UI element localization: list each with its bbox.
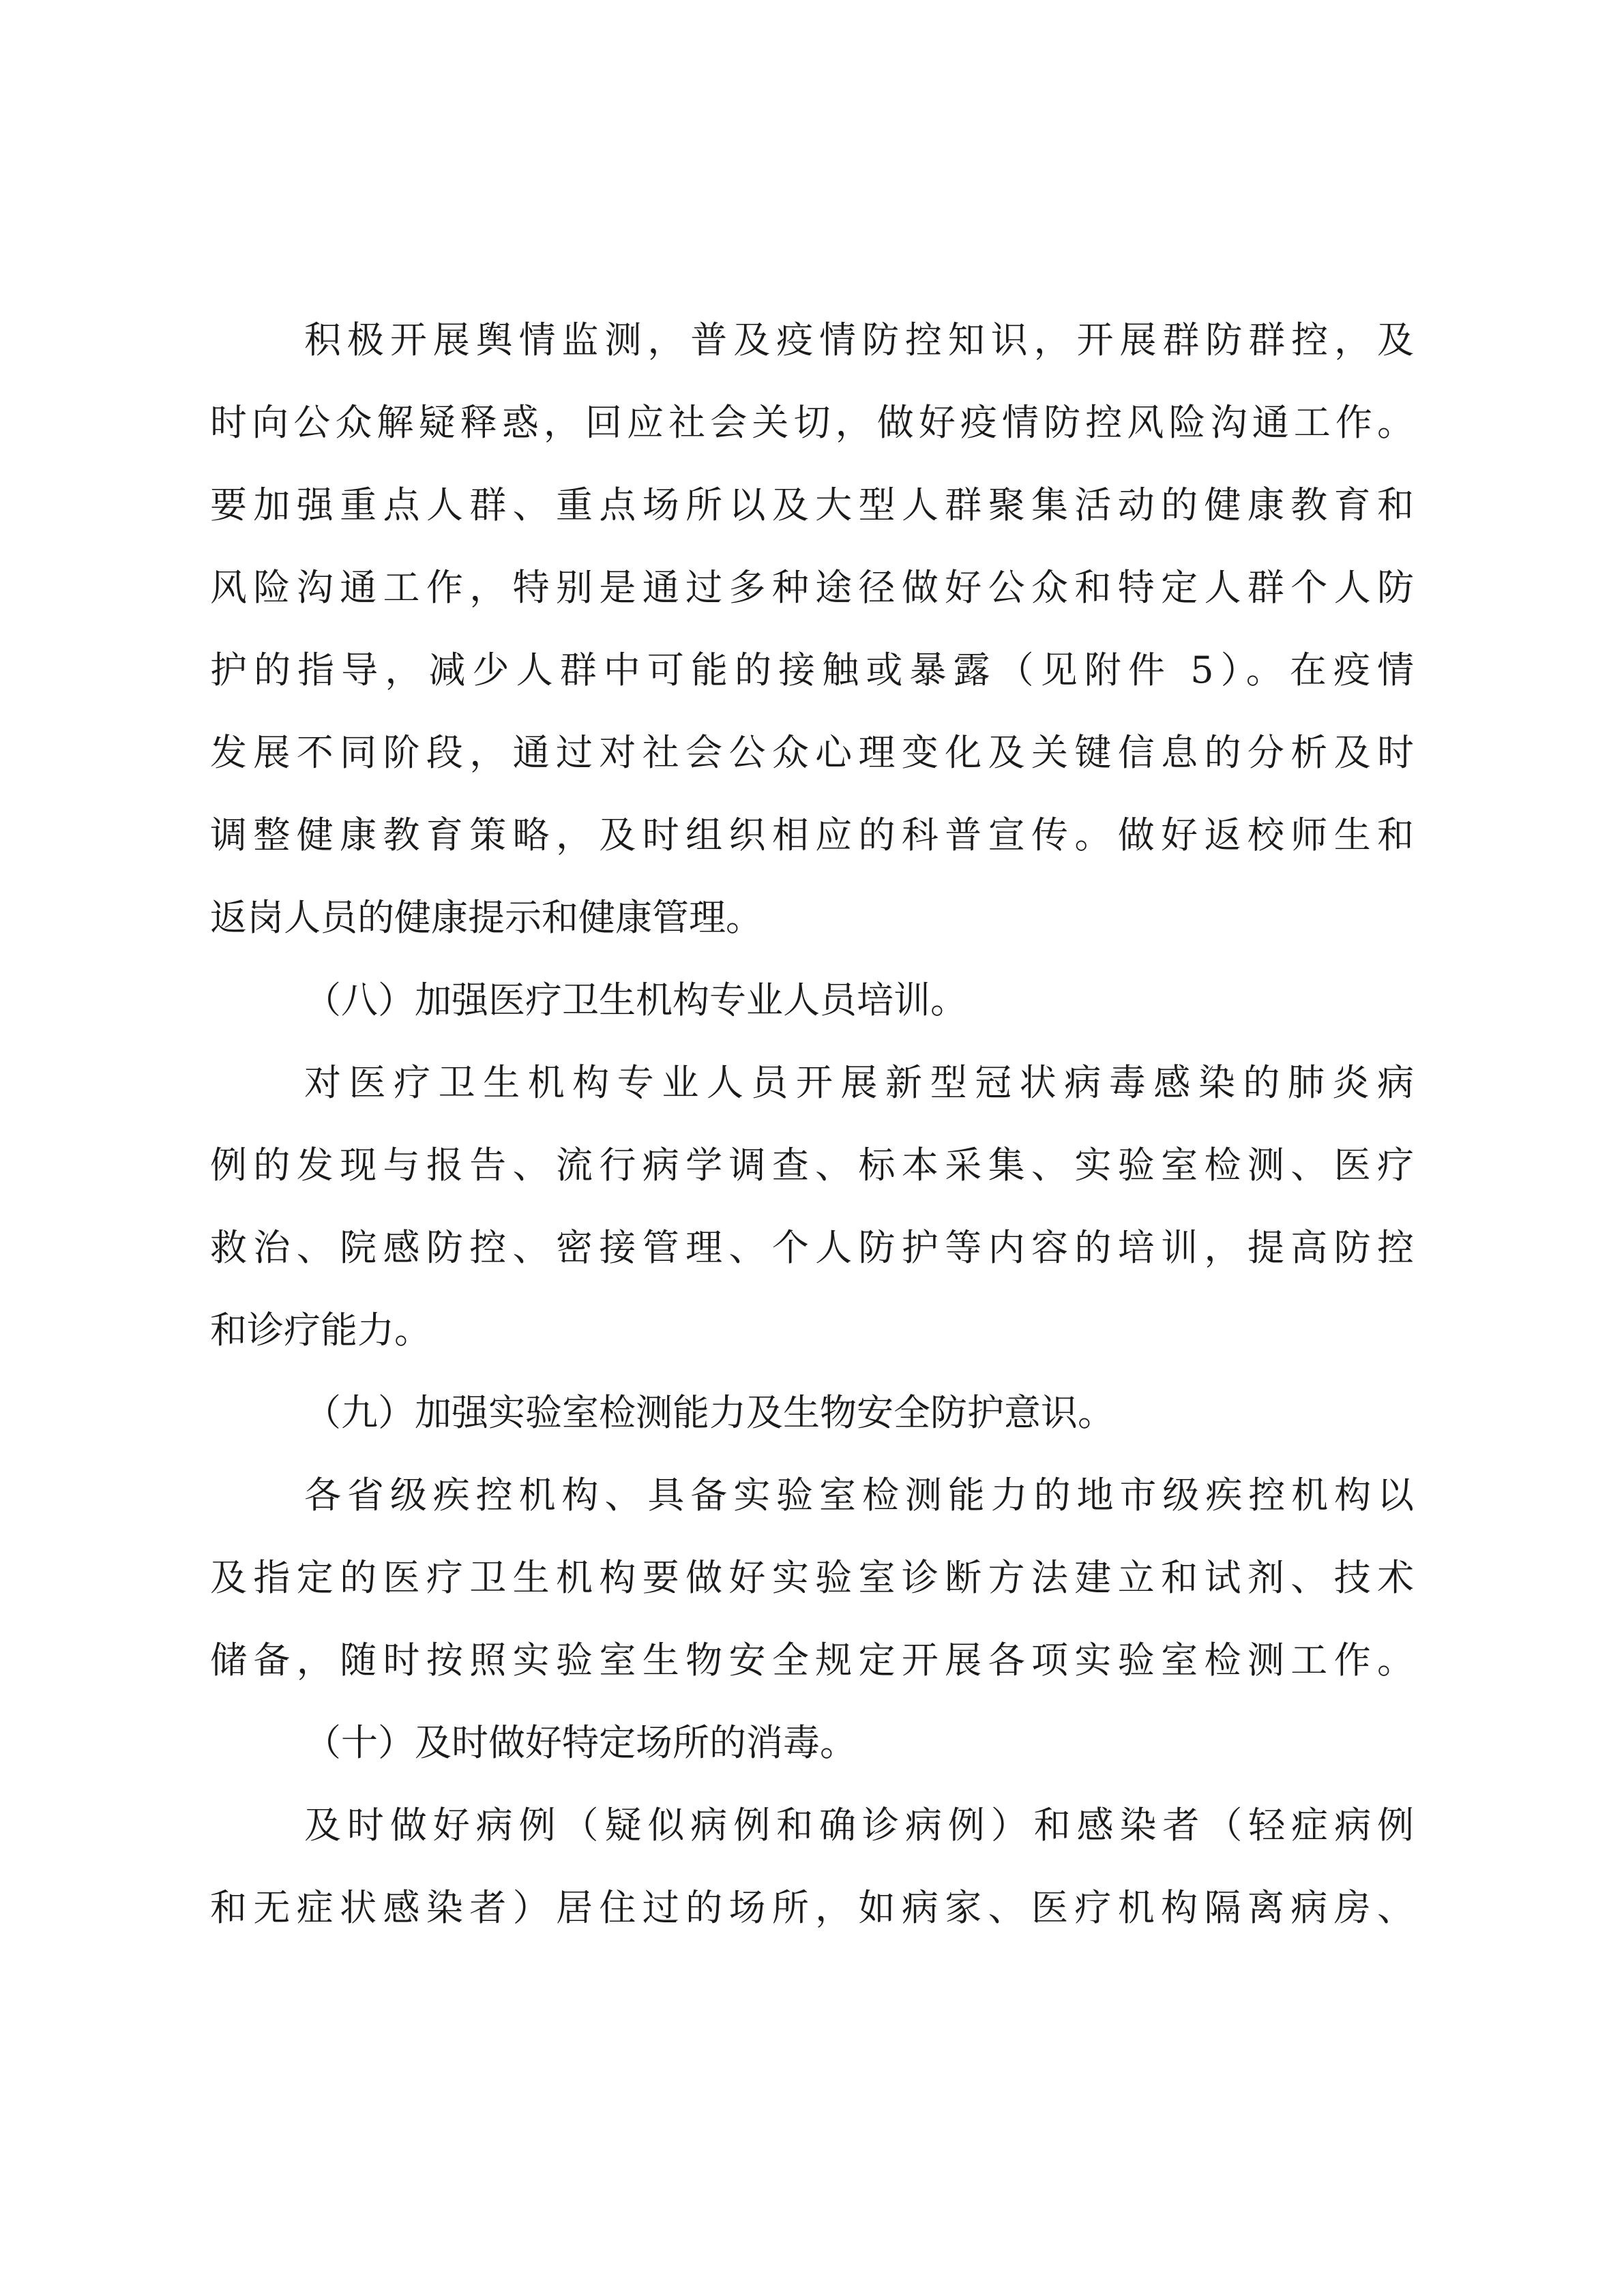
text-line: 对医疗卫生机构专业人员开展新型冠状病毒感染的肺炎病 xyxy=(304,1061,1414,1104)
text-line: 储备，随时按照实验室生物安全规定开展各项实验室检测工作。 xyxy=(210,1639,1414,1682)
text-line: 调整健康教育策略，及时组织相应的科普宣传。做好返校师生和 xyxy=(210,814,1414,856)
text-line: 和诊疗能力。 xyxy=(210,1309,431,1352)
section-heading-9: （九）加强实验室检测能力及生物安全防护意识。 xyxy=(304,1391,1114,1434)
text-line: 返岗人员的健康提示和健康管理。 xyxy=(210,896,763,939)
text-line: 救治、院感防控、密接管理、个人防护等内容的培训，提高防控 xyxy=(210,1226,1414,1269)
section-heading-8: （八）加强医疗卫生机构专业人员培训。 xyxy=(304,979,967,1022)
text-line: 例的发现与报告、流行病学调查、标本采集、实验室检测、医疗 xyxy=(210,1144,1414,1187)
text-line: 各省级疾控机构、具备实验室检测能力的地市级疾控机构以 xyxy=(304,1474,1414,1517)
text-line: 护的指导，减少人群中可能的接触或暴露（见附件 5）。在疫情 xyxy=(210,648,1414,691)
section-heading-10: （十）及时做好特定场所的消毒。 xyxy=(304,1721,857,1764)
text-line: 要加强重点人群、重点场所以及大型人群聚集活动的健康教育和 xyxy=(210,483,1414,526)
text-line: 及时做好病例（疑似病例和确诊病例）和感染者（轻症病例 xyxy=(304,1804,1414,1847)
text-line: 发展不同阶段，通过对社会公众心理变化及关键信息的分析及时 xyxy=(210,731,1414,774)
text-line: 和无症状感染者）居住过的场所，如病家、医疗机构隔离病房、 xyxy=(210,1886,1414,1929)
text-line: 风险沟通工作，特别是通过多种途径做好公众和特定人群个人防 xyxy=(210,566,1414,609)
text-line: 积极开展舆情监测，普及疫情防控知识，开展群防群控，及 xyxy=(304,318,1414,361)
text-line: 时向公众解疑释惑，回应社会关切，做好疫情防控风险沟通工作。 xyxy=(210,401,1414,444)
text-line: 及指定的医疗卫生机构要做好实验室诊断方法建立和试剂、技术 xyxy=(210,1556,1414,1599)
document-body xyxy=(210,299,1414,1949)
